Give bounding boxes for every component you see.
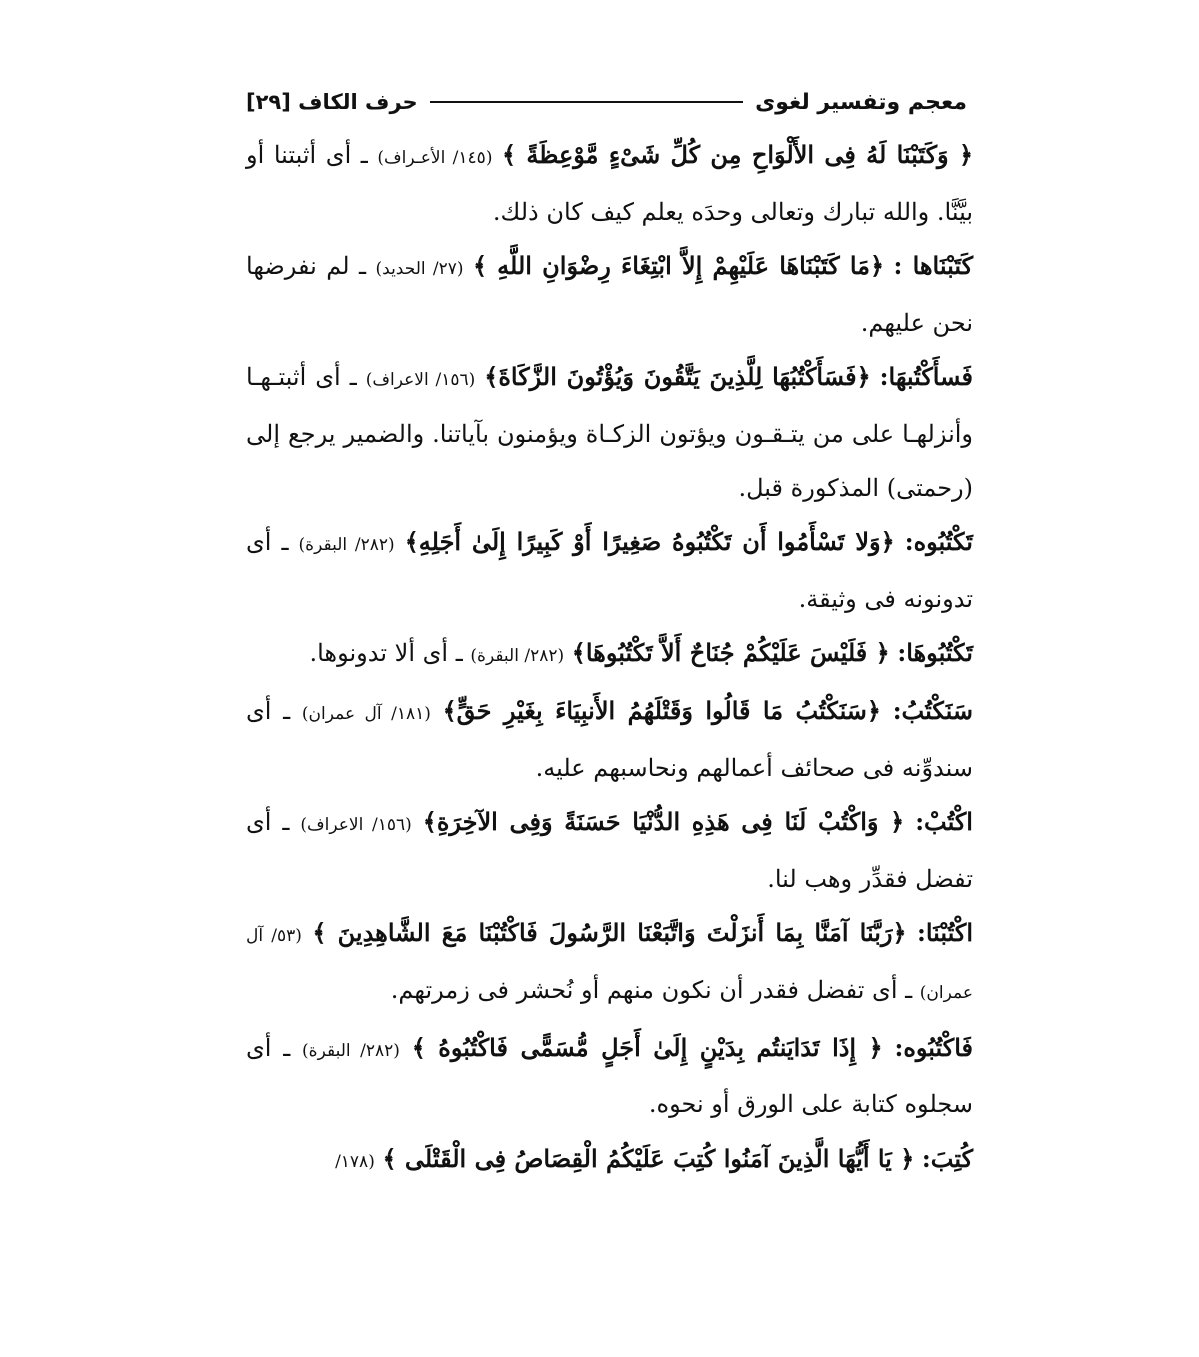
entry-explanation: ـ لم نفرضها نحن عليهم. <box>246 252 973 337</box>
verse-reference: (٥٣/ آل عمران) <box>246 926 973 1003</box>
entry-explanation: ـ أى تفضل فقدِّر وهب لنا. <box>246 808 973 893</box>
quran-verse: ﴿ وَكَتَبْنَا لَهُ فِى الأَلْوَاحِ مِن كُلِّ شَىْءٍ مَّوْعِظَةً ﴾ <box>502 140 974 169</box>
entry-wa-katabna <box>246 128 973 239</box>
entry-headword: كَتَبْنَاها : <box>893 251 974 281</box>
quran-verse: ﴿وَلا تَسْأَمُوا أَن تَكْتُبُوهُ صَغِيرًا أَوْ كَبِيرًا إِلَىٰ أَجَلِهِ﴾ <box>404 527 895 557</box>
book-title: معجم وتفسير لغوى <box>755 89 967 115</box>
entry-headword: فَاكْتُبُوه: <box>894 1032 973 1062</box>
entry-uktub <box>246 795 973 906</box>
entry-taktubuhu <box>246 515 973 626</box>
entry-headword: تَكْتُبُوهَا: <box>897 638 973 668</box>
entry-explanation: ـ أى سجلوه كتابة على الورق أو نحوه. <box>246 1033 973 1119</box>
running-header <box>246 84 967 120</box>
quran-verse: ﴿سَنَكْتُبُ مَا قَالُوا وَقَتْلَهُمُ الأَنبِيَاءَ بِغَيْرِ حَقٍّ﴾ <box>442 695 881 725</box>
entry-headword: فَسأَكْتُبهَا: <box>879 362 973 392</box>
verse-reference: (١٧٨/ <box>335 1151 375 1172</box>
verse-reference: (١٨١/ آل عمران) <box>301 703 431 724</box>
entry-headword: اكْتُبْ: <box>915 807 973 837</box>
dictionary-text <box>246 128 973 1189</box>
entry-fasaktubuha <box>246 350 973 515</box>
entry-katabnaha <box>246 239 973 350</box>
verse-reference: (٢٨٢/ البقرة) <box>298 535 395 556</box>
entry-headword: كُتِبَ: <box>921 1143 973 1173</box>
entry-sanaktubu <box>246 684 973 795</box>
section-title: حرف الكاف [٢٩] <box>246 90 418 114</box>
entry-headword: سَنَكْتُبُ: <box>892 695 973 725</box>
verse-reference: (٢٧/ الحديد) <box>375 259 464 280</box>
verse-reference: (٢٨٢/ البقرة) <box>470 646 565 667</box>
quran-verse: ﴿مَا كَتَبْنَاهَا عَلَيْهِمْ إِلاَّ ابْتِغَاءَ رِضْوَانِ اللَّهِ ﴾ <box>472 251 885 281</box>
entry-faktubuhu <box>246 1021 973 1132</box>
entry-uktubna <box>246 906 973 1020</box>
entry-kutiba <box>246 1132 973 1190</box>
entry-explanation: ـ أى تدونونه فى وثيقة. <box>246 528 973 613</box>
entry-headword: اكْتُبْنَا: <box>917 918 973 948</box>
verse-reference: (١٥٦/ الاعراف) <box>300 815 412 836</box>
quran-verse: ﴿ يَا أَيُّهَا الَّذِينَ آمَنُوا كُتِبَ عَلَيْكُمُ الْقِصَاصُ فِى الْقَتْلَى ﴾ <box>382 1143 915 1173</box>
header-rule <box>430 101 743 103</box>
quran-verse: ﴿ فَلَيْسَ عَلَيْكُمْ جُنَاحٌ أَلاَّ تَكْتُبُوهَا﴾ <box>571 638 890 668</box>
entry-explanation: ـ أى أثبتـهـا وأنزلهـا على من يتـقـون ويؤتون الزكـاة ويؤمنون بآياتنا. والضمير يرجع إلى (رحمتى) المذكورة قبل. <box>246 363 973 502</box>
entry-taktubuha <box>246 626 973 684</box>
quran-verse: ﴿ وَاكْتُبْ لَنَا فِى هَذِهِ الدُّنْيَا حَسَنَةً وَفِى الآخِرَةِ﴾ <box>422 807 905 837</box>
entry-explanation: ـ أى ألا تدونوها. <box>309 639 463 668</box>
entry-headword: تَكْتُبُوه: <box>904 527 973 557</box>
entry-explanation: ـ أى سندوِّنه فى صحائف أعمالهم ونحاسبهم عليه. <box>246 696 973 782</box>
entry-explanation: ـ أى تفضل فقدر أن نكون منهم أو نُحشر فى زمرتهم. <box>390 975 913 1004</box>
quran-verse: ﴿رَبَّنَا آمَنَّا بِمَا أَنزَلْتَ وَاتَّبَعْنَا الرَّسُولَ فَاكْتُبْنَا مَعَ الشَّاهِدِينَ ﴾ <box>312 918 907 948</box>
verse-reference: (١٤٥/ الأعـراف) <box>377 148 493 168</box>
verse-reference: (٢٨٢/ البقرة) <box>302 1040 400 1061</box>
verse-reference: (١٥٦/ الاعراف) <box>365 370 476 391</box>
entry-explanation: ـ أى أثبتنا أو بيَّنَّا. والله تبارك وتعالى وحدَه يعلم كيف كان ذلك. <box>246 141 973 226</box>
quran-verse: ﴿ إِذَا تَدَايَنتُم بِدَيْنٍ إِلَىٰ أَجَلٍ مُّسَمًّى فَاكْتُبُوهُ ﴾ <box>411 1032 883 1062</box>
quran-verse: ﴿فَسَأَكْتُبُهَا لِلَّذِينَ يَتَّقُونَ وَيُؤْتُونَ الزَّكَاةَ﴾ <box>484 362 871 392</box>
